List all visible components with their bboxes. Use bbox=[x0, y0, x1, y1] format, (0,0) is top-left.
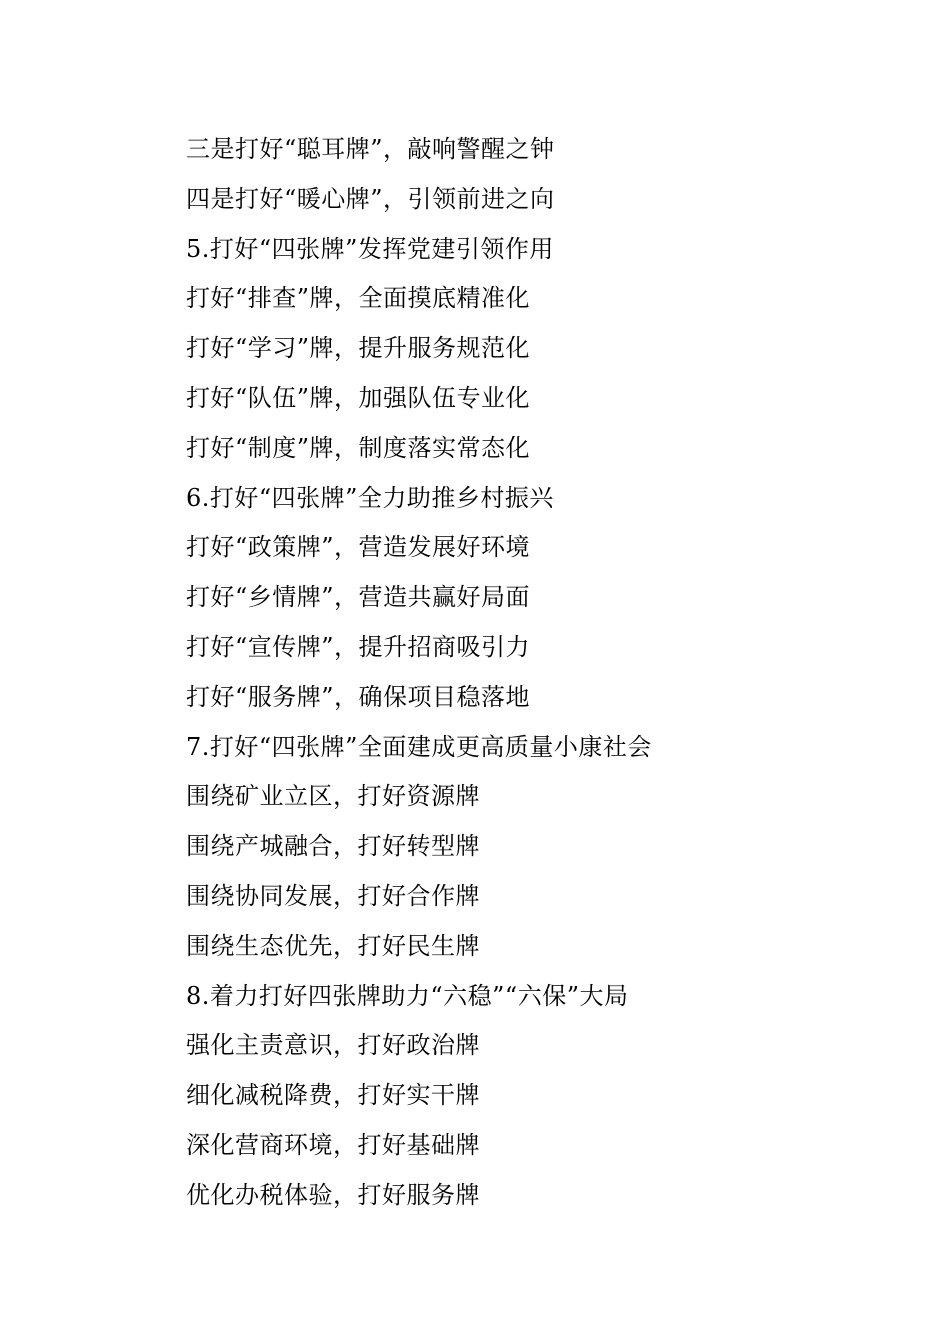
text-line: 三是打好“聪耳牌”，敲响警醒之钟 bbox=[186, 135, 555, 163]
text-line: 打好“政策牌”，营造发展好环境 bbox=[186, 533, 531, 562]
text-line: 打好“队伍”牌，加强队伍专业化 bbox=[186, 383, 531, 412]
text-line: 打好“排查”牌，全面摸底精准化 bbox=[186, 284, 531, 313]
text-lines bbox=[186, 125, 886, 1221]
text-line: 强化主责意识，打好政治牌 bbox=[186, 1031, 480, 1060]
section-heading: 6.打好“四张牌”全力助推乡村振兴 bbox=[186, 483, 554, 512]
text-line: 深化营商环境，打好基础牌 bbox=[186, 1130, 480, 1159]
section-heading: 7.打好“四张牌”全面建成更高质量小康社会 bbox=[186, 732, 652, 761]
section-heading: 5.打好“四张牌”发挥党建引领作用 bbox=[186, 234, 554, 263]
section-heading: 8.着力打好四张牌助力“六稳”“六保”大局 bbox=[186, 981, 629, 1010]
text-line: 打好“制度”牌，制度落实常态化 bbox=[186, 433, 531, 462]
text-line: 打好“宣传牌”，提升招商吸引力 bbox=[186, 632, 531, 661]
text-line: 打好“学习”牌，提升服务规范化 bbox=[186, 334, 531, 363]
text-line: 细化减税降费，打好实干牌 bbox=[186, 1081, 480, 1110]
text-line: 优化办税体验，打好服务牌 bbox=[186, 1180, 480, 1209]
text-line: 打好“服务牌”，确保项目稳落地 bbox=[186, 682, 531, 711]
text-line: 围绕生态优先，打好民生牌 bbox=[186, 931, 480, 960]
text-line: 四是打好“暖心牌”，引领前进之向 bbox=[186, 184, 555, 213]
text-line: 打好“乡情牌”，营造共赢好局面 bbox=[186, 583, 531, 612]
text-line: 围绕协同发展，打好合作牌 bbox=[186, 881, 480, 910]
text-line: 围绕产城融合，打好转型牌 bbox=[186, 832, 480, 861]
text-line: 围绕矿业立区，打好资源牌 bbox=[186, 782, 480, 811]
